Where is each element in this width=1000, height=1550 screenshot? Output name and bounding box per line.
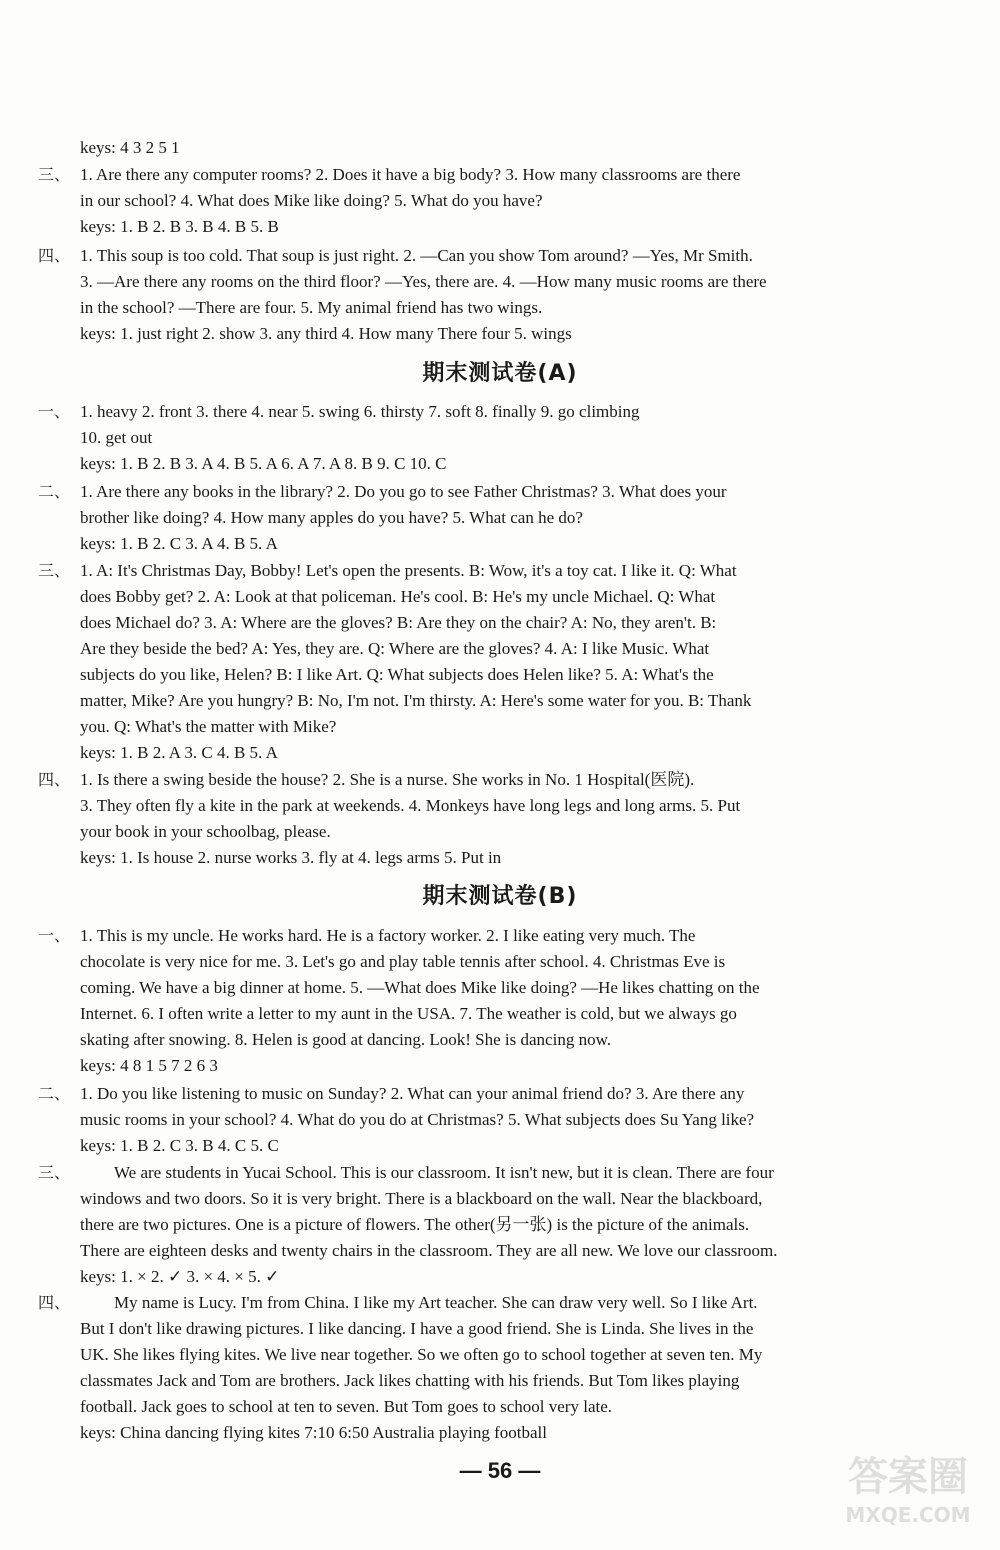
top-s4-line: 1. This soup is too cold. That soup is just right. 2. —Can you show Tom around? —Yes, Mr Smith. <box>80 246 753 265</box>
b-section-1-label: 一、 <box>38 926 71 945</box>
b-s1-line: chocolate is very nice for me. 3. Let's go and play table tennis after school. 4. Christmas Eve is <box>80 952 726 971</box>
b-s3-line: windows and two doors. So it is very bright. There is a blackboard on the wall. Near the blackboard, <box>80 1189 763 1208</box>
b-section-3-label: 三、 <box>38 1163 71 1182</box>
b-s2-line: 1. Do you like listening to music on Sunday? 2. What can your animal friend do? 3. Are there any <box>80 1084 745 1103</box>
a-s3-line: does Michael do? 3. A: Where are the gloves? B: Are they on the chair? A: No, they aren't. B: <box>80 613 717 632</box>
b-s3-line: there are two pictures. One is a picture of flowers. The other(另一张) is the picture of the animals. <box>80 1215 750 1234</box>
top-keys: keys: 4 3 2 5 1 <box>80 138 180 157</box>
top-s4-line: 3. —Are there any rooms on the third floor? —Yes, there are. 4. —How many music rooms are there <box>80 272 767 291</box>
page-number: — 56 — <box>459 1458 541 1483</box>
top-section-4-label: 四、 <box>38 246 71 265</box>
b-s2-keys: keys: 1. B 2. C 3. B 4. C 5. C <box>80 1136 279 1155</box>
b-s1-line: coming. We have a big dinner at home. 5. —What does Mike like doing? —He likes chatting on the <box>80 978 760 997</box>
b-s1-line: skating after snowing. 8. Helen is good at dancing. Look! She is dancing now. <box>80 1030 611 1049</box>
b-s4-keys: keys: China dancing flying kites 7:10 6:50 Australia playing football <box>80 1423 547 1442</box>
a-s4-line: 3. They often fly a kite in the park at weekends. 4. Monkeys have long legs and long arms. 5. Put <box>80 796 741 815</box>
b-s4-line: My name is Lucy. I'm from China. I like my Art teacher. She can draw very well. So I like Art. <box>114 1293 758 1312</box>
top-section-3-label: 三、 <box>38 165 71 184</box>
a-section-4-label: 四、 <box>38 770 71 789</box>
b-s4-line: UK. She likes flying kites. We live near together. So we often go to school together at seven ten. My <box>80 1345 763 1364</box>
a-s3-line: subjects do you like, Helen? B: I like Art. Q: What subjects does Helen like? 5. A: What's the <box>80 665 714 684</box>
a-section-3-label: 三、 <box>38 561 71 580</box>
a-s3-line: you. Q: What's the matter with Mike? <box>80 717 337 736</box>
watermark-line-1: 答案圈 <box>848 1454 968 1500</box>
b-section-4-label: 四、 <box>38 1293 71 1312</box>
top-s4-line: in the school? —There are four. 5. My animal friend has two wings. <box>80 298 543 317</box>
a-s2-keys: keys: 1. B 2. C 3. A 4. B 5. A <box>80 534 278 553</box>
b-s1-line: 1. This is my uncle. He works hard. He is a factory worker. 2. I like eating very much. The <box>80 926 696 945</box>
test-a-title: 期末测试卷(A) <box>422 361 578 386</box>
b-s1-line: Internet. 6. I often write a letter to my aunt in the USA. 7. The weather is cold, but we always go <box>80 1004 737 1023</box>
b-s4-line: But I don't like drawing pictures. I like dancing. I have a good friend. She is Linda. She lives in the <box>80 1319 754 1338</box>
b-s2-line: music rooms in your school? 4. What do you do at Christmas? 5. What subjects does Su Yang like? <box>80 1110 755 1129</box>
b-s3-line: There are eighteen desks and twenty chairs in the classroom. They are all new. We love our classroom. <box>80 1241 778 1260</box>
b-section-2-label: 二、 <box>38 1084 71 1103</box>
watermark-logo <box>828 1452 988 1542</box>
a-s3-line: 1. A: It's Christmas Day, Bobby! Let's open the presents. B: Wow, it's a toy cat. I like it. Q: What <box>80 561 737 580</box>
a-section-2-label: 二、 <box>38 482 71 501</box>
a-s1-line: 10. get out <box>80 428 153 447</box>
b-s4-line: classmates Jack and Tom are brothers. Jack likes chatting with his friends. But Tom likes playing <box>80 1371 740 1390</box>
a-s4-line: 1. Is there a swing beside the house? 2. She is a nurse. She works in No. 1 Hospital(医院). <box>80 770 695 789</box>
a-s1-line: 1. heavy 2. front 3. there 4. near 5. swing 6. thirsty 7. soft 8. finally 9. go climbing <box>80 402 640 421</box>
a-s4-keys: keys: 1. Is house 2. nurse works 3. fly at 4. legs arms 5. Put in <box>80 848 502 867</box>
test-b-title: 期末测试卷(B) <box>422 884 578 909</box>
a-s3-line: does Bobby get? 2. A: Look at that policeman. He's cool. B: He's my uncle Michael. Q: What <box>80 587 716 606</box>
top-s3-line: 1. Are there any computer rooms? 2. Does it have a big body? 3. How many classrooms are there <box>80 165 741 184</box>
top-s3-keys: keys: 1. B 2. B 3. B 4. B 5. B <box>80 217 279 236</box>
b-s4-line: football. Jack goes to school at ten to seven. But Tom goes to school very late. <box>80 1397 613 1416</box>
a-s2-line: 1. Are there any books in the library? 2. Do you go to see Father Christmas? 3. What does your <box>80 482 727 501</box>
b-s1-keys: keys: 4 8 1 5 7 2 6 3 <box>80 1056 218 1075</box>
a-s1-keys: keys: 1. B 2. B 3. A 4. B 5. A 6. A 7. A 8. B 9. C 10. C <box>80 454 447 473</box>
a-section-1-label: 一、 <box>38 402 71 421</box>
b-s3-line: We are students in Yucai School. This is our classroom. It isn't new, but it is clean. There are four <box>114 1163 774 1182</box>
a-s3-line: Are they beside the bed? A: Yes, they are. Q: Where are the gloves? 4. A: I like Music. What <box>80 639 710 658</box>
a-s3-keys: keys: 1. B 2. A 3. C 4. B 5. A <box>80 743 278 762</box>
top-s4-keys: keys: 1. just right 2. show 3. any third 4. How many There four 5. wings <box>80 324 572 343</box>
watermark-line-2: MXQE.COM <box>845 1503 971 1527</box>
top-s3-line: in our school? 4. What does Mike like doing? 5. What do you have? <box>80 191 543 210</box>
a-s2-line: brother like doing? 4. How many apples do you have? 5. What can he do? <box>80 508 583 527</box>
a-s3-line: matter, Mike? Are you hungry? B: No, I'm not. I'm thirsty. A: Here's some water for you. B: Thank <box>80 691 752 710</box>
a-s4-line: your book in your schoolbag, please. <box>80 822 331 841</box>
b-s3-keys: keys: 1. × 2. ✓ 3. × 4. × 5. ✓ <box>80 1267 280 1286</box>
